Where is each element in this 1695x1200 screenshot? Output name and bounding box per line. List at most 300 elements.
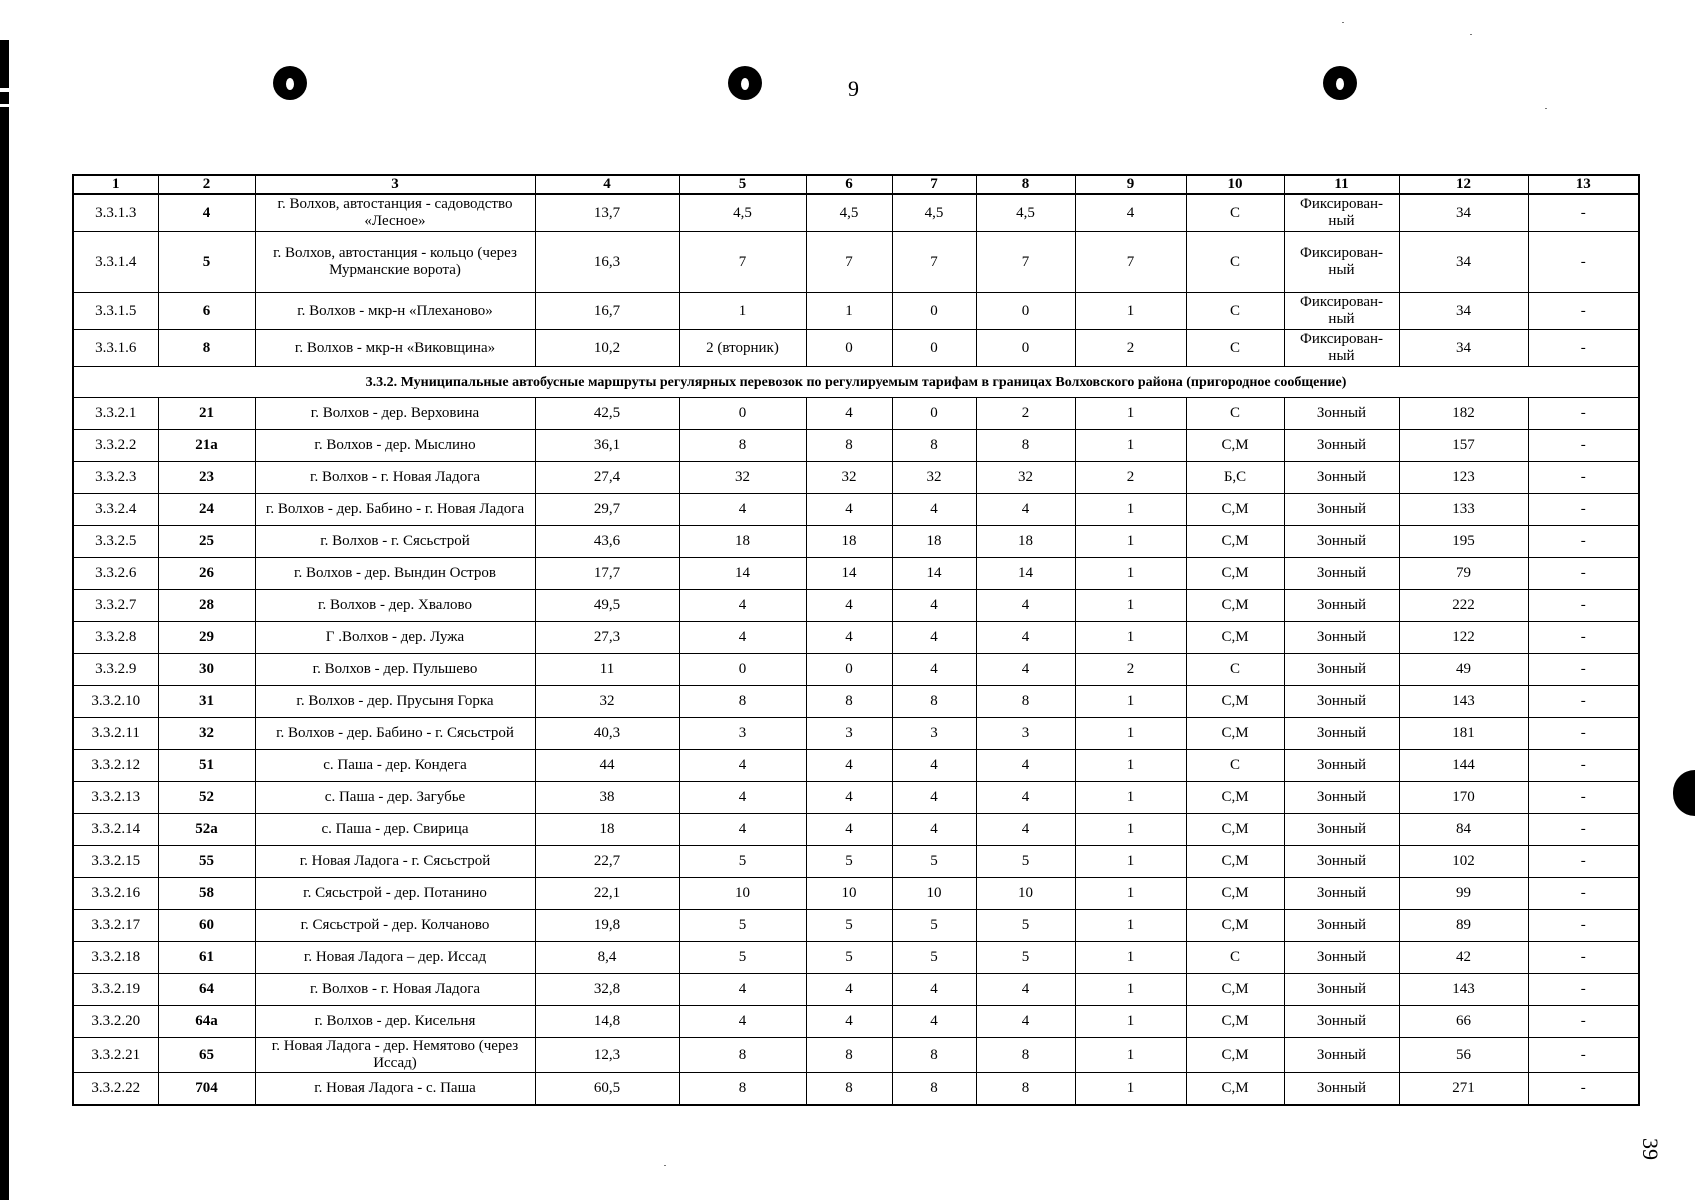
table-cell: 4 [892, 494, 976, 526]
table-cell: 10 [976, 878, 1075, 910]
table-cell: 4,5 [976, 194, 1075, 232]
table-cell: 44 [535, 750, 679, 782]
table-cell: г. Волхов, автостанция - садоводство «Лесное» [255, 194, 535, 232]
header-row [73, 175, 1639, 194]
table-cell: Зонный [1284, 622, 1399, 654]
table-cell: 0 [892, 330, 976, 367]
table-cell: 30 [158, 654, 255, 686]
table-cell: Зонный [1284, 686, 1399, 718]
table-cell: 8,4 [535, 942, 679, 974]
table-row [73, 910, 1639, 942]
table-cell: г. Новая Ладога - г. Сясьстрой [255, 846, 535, 878]
table-cell: 4 [679, 974, 806, 1006]
column-number-header: 12 [1399, 175, 1528, 194]
table-cell: 27,3 [535, 622, 679, 654]
table-cell: - [1528, 526, 1639, 558]
table-cell: 1 [1075, 526, 1186, 558]
table-row [73, 782, 1639, 814]
table-cell: 8 [892, 1073, 976, 1106]
table-cell: Зонный [1284, 846, 1399, 878]
table-row [73, 293, 1639, 330]
column-number-header: 8 [976, 175, 1075, 194]
table-cell: С,М [1186, 846, 1284, 878]
table-cell: Б,С [1186, 462, 1284, 494]
table-cell: 6 [158, 293, 255, 330]
table-cell: 3.3.2.1 [73, 398, 158, 430]
table-cell: С,М [1186, 718, 1284, 750]
table-cell: 23 [158, 462, 255, 494]
table-cell: 32 [535, 686, 679, 718]
table-cell: 144 [1399, 750, 1528, 782]
table-cell: 4 [806, 974, 892, 1006]
table-cell: 3 [892, 718, 976, 750]
table-cell: - [1528, 1038, 1639, 1073]
table-cell: 8 [976, 1073, 1075, 1106]
table-cell: 3.3.2.8 [73, 622, 158, 654]
table-cell: 3.3.1.4 [73, 232, 158, 293]
table-cell: 5 [679, 846, 806, 878]
table-cell: 4 [976, 814, 1075, 846]
table-cell: 32 [679, 462, 806, 494]
table-cell: 1 [1075, 782, 1186, 814]
table-cell: Зонный [1284, 1038, 1399, 1073]
table-cell: 3.3.2.4 [73, 494, 158, 526]
table-cell: 8 [806, 1073, 892, 1106]
table-row [73, 878, 1639, 910]
table-cell: - [1528, 686, 1639, 718]
column-number-header: 7 [892, 175, 976, 194]
table-cell: 29 [158, 622, 255, 654]
table-cell: 19,8 [535, 910, 679, 942]
table-cell: 7 [1075, 232, 1186, 293]
table-cell: Зонный [1284, 718, 1399, 750]
table-cell: 5 [892, 846, 976, 878]
table-cell: 49 [1399, 654, 1528, 686]
table-cell: 32 [806, 462, 892, 494]
table-cell: 4 [679, 494, 806, 526]
table-cell: 3.3.2.19 [73, 974, 158, 1006]
table-cell: 12,3 [535, 1038, 679, 1073]
table-cell: 10 [892, 878, 976, 910]
table-row [73, 194, 1639, 232]
table-cell: 21а [158, 430, 255, 462]
table-cell: 18 [892, 526, 976, 558]
table-cell: 31 [158, 686, 255, 718]
table-cell: 8 [679, 1073, 806, 1106]
table-cell: г. Волхов - дер. Вындин Остров [255, 558, 535, 590]
table-cell: 157 [1399, 430, 1528, 462]
table-cell: 4 [806, 398, 892, 430]
table-cell: г. Волхов - дер. Хвалово [255, 590, 535, 622]
table-cell: 29,7 [535, 494, 679, 526]
table-cell: Зонный [1284, 1006, 1399, 1038]
table-cell: 0 [892, 293, 976, 330]
table-cell: С [1186, 330, 1284, 367]
table-cell: 66 [1399, 1006, 1528, 1038]
table-cell: 4 [158, 194, 255, 232]
table-cell: 3.3.2.5 [73, 526, 158, 558]
table-cell: 1 [1075, 590, 1186, 622]
table-row [73, 398, 1639, 430]
table-cell: 102 [1399, 846, 1528, 878]
table-cell: Зонный [1284, 654, 1399, 686]
table-cell: - [1528, 718, 1639, 750]
table-cell: 8 [976, 1038, 1075, 1073]
table-cell: 5 [158, 232, 255, 293]
table-cell: 4,5 [806, 194, 892, 232]
table-cell: 21 [158, 398, 255, 430]
table-cell: г. Волхов - г. Новая Ладога [255, 974, 535, 1006]
table-cell: - [1528, 494, 1639, 526]
table-cell: 4 [806, 590, 892, 622]
column-number-header: 10 [1186, 175, 1284, 194]
table-cell: 7 [679, 232, 806, 293]
column-number-header: 6 [806, 175, 892, 194]
table-cell: 36,1 [535, 430, 679, 462]
table-cell: Фиксирован-ный [1284, 330, 1399, 367]
table-cell: 32 [892, 462, 976, 494]
table-cell: г. Волхов - г. Сясьстрой [255, 526, 535, 558]
table-cell: 10 [679, 878, 806, 910]
table-cell: 5 [679, 942, 806, 974]
table-cell: 7 [976, 232, 1075, 293]
table-cell: 7 [806, 232, 892, 293]
table-cell: 8 [976, 430, 1075, 462]
table-cell: 84 [1399, 814, 1528, 846]
table-cell: 5 [806, 846, 892, 878]
table-cell: 1 [1075, 974, 1186, 1006]
table-cell: 123 [1399, 462, 1528, 494]
table-row [73, 430, 1639, 462]
table-cell: - [1528, 430, 1639, 462]
table-cell: 60,5 [535, 1073, 679, 1106]
table-cell: 27,4 [535, 462, 679, 494]
table-cell: 4 [976, 750, 1075, 782]
table-cell: С [1186, 750, 1284, 782]
table-cell: 14,8 [535, 1006, 679, 1038]
table-cell: 0 [806, 330, 892, 367]
table-cell: 32 [158, 718, 255, 750]
table-cell: 52 [158, 782, 255, 814]
table-cell: - [1528, 654, 1639, 686]
table-cell: 60 [158, 910, 255, 942]
table-cell: С [1186, 194, 1284, 232]
table-cell: Зонный [1284, 782, 1399, 814]
table-cell: 3.3.2.17 [73, 910, 158, 942]
table-cell: 58 [158, 878, 255, 910]
table-row [73, 1006, 1639, 1038]
table-cell: 38 [535, 782, 679, 814]
table-cell: 1 [1075, 750, 1186, 782]
punch-hole-right [1323, 66, 1357, 100]
table-cell: Зонный [1284, 462, 1399, 494]
table-cell: 5 [976, 942, 1075, 974]
table-cell: 1 [1075, 1038, 1186, 1073]
table-cell: 143 [1399, 686, 1528, 718]
table-cell: С,М [1186, 1006, 1284, 1038]
table-cell: Зонный [1284, 750, 1399, 782]
table-cell: 18 [976, 526, 1075, 558]
table-cell: г. Волхов - дер. Кисельня [255, 1006, 535, 1038]
table-cell: 4 [679, 750, 806, 782]
table-cell: 10,2 [535, 330, 679, 367]
table-cell: 32 [976, 462, 1075, 494]
table-cell: г. Волхов - дер. Бабино - г. Новая Ладога [255, 494, 535, 526]
table-cell: 1 [1075, 1006, 1186, 1038]
table-cell: С,М [1186, 558, 1284, 590]
table-row [73, 846, 1639, 878]
table-cell: 3 [976, 718, 1075, 750]
table-cell: 16,3 [535, 232, 679, 293]
table-cell: Зонный [1284, 814, 1399, 846]
table-cell: 3.3.2.15 [73, 846, 158, 878]
table-cell: С [1186, 232, 1284, 293]
table-cell: 0 [976, 330, 1075, 367]
table-cell: 8 [892, 686, 976, 718]
table-cell: - [1528, 942, 1639, 974]
table-cell: - [1528, 194, 1639, 232]
table-cell: 704 [158, 1073, 255, 1106]
table-cell: - [1528, 974, 1639, 1006]
table-cell: 34 [1399, 293, 1528, 330]
column-number-header: 9 [1075, 175, 1186, 194]
table-cell: С [1186, 942, 1284, 974]
table-cell: 195 [1399, 526, 1528, 558]
table-cell: Зонный [1284, 1073, 1399, 1106]
table-cell: 0 [976, 293, 1075, 330]
table-cell: 25 [158, 526, 255, 558]
punch-hole-center [728, 66, 762, 100]
table-cell: 3.3.1.6 [73, 330, 158, 367]
table-cell: 79 [1399, 558, 1528, 590]
table-cell: 24 [158, 494, 255, 526]
table-cell: 1 [1075, 910, 1186, 942]
table-cell: г. Волхов - г. Новая Ладога [255, 462, 535, 494]
table-cell: 4 [976, 622, 1075, 654]
table-cell: С,М [1186, 782, 1284, 814]
table-cell: г. Волхов - мкр-н «Плеханово» [255, 293, 535, 330]
table-cell: С,М [1186, 814, 1284, 846]
table-cell: 4 [892, 1006, 976, 1038]
table-cell: 4 [892, 654, 976, 686]
table-cell: 11 [535, 654, 679, 686]
table-cell: - [1528, 878, 1639, 910]
table-cell: 4,5 [679, 194, 806, 232]
table-cell: 55 [158, 846, 255, 878]
table-cell: г. Новая Ладога - дер. Немятово (через Иссад) [255, 1038, 535, 1073]
table-cell: 4,5 [892, 194, 976, 232]
table-cell: г. Волхов - дер. Бабино - г. Сясьстрой [255, 718, 535, 750]
table-cell: 16,7 [535, 293, 679, 330]
table-cell: Зонный [1284, 878, 1399, 910]
table-cell: 99 [1399, 878, 1528, 910]
table-cell: 4 [679, 1006, 806, 1038]
table-row [73, 462, 1639, 494]
table-cell: 14 [679, 558, 806, 590]
table-cell: Зонный [1284, 494, 1399, 526]
table-cell: 4 [892, 750, 976, 782]
table-cell: - [1528, 330, 1639, 367]
table-row [73, 974, 1639, 1006]
table-cell: С [1186, 654, 1284, 686]
table-cell: С,М [1186, 590, 1284, 622]
table-cell: 13,7 [535, 194, 679, 232]
table-cell: 181 [1399, 718, 1528, 750]
table-row [73, 330, 1639, 367]
table-cell: Зонный [1284, 974, 1399, 1006]
table-cell: С,М [1186, 526, 1284, 558]
table-cell: 122 [1399, 622, 1528, 654]
table-cell: 143 [1399, 974, 1528, 1006]
table-cell: 1 [1075, 814, 1186, 846]
table-cell: 1 [1075, 718, 1186, 750]
table-cell: 42,5 [535, 398, 679, 430]
table-cell: - [1528, 558, 1639, 590]
table-cell: 26 [158, 558, 255, 590]
table-cell: 5 [806, 942, 892, 974]
table-cell: 1 [1075, 430, 1186, 462]
table-cell: 4 [806, 750, 892, 782]
table-cell: 4 [1075, 194, 1186, 232]
table-cell: 133 [1399, 494, 1528, 526]
table-cell: 89 [1399, 910, 1528, 942]
table-cell: 4 [892, 590, 976, 622]
table-cell: 3.3.2.6 [73, 558, 158, 590]
routes-table [72, 174, 1640, 1106]
table-cell: 4 [976, 974, 1075, 1006]
table-cell: 0 [892, 398, 976, 430]
column-number-header: 4 [535, 175, 679, 194]
table-cell: 4 [806, 622, 892, 654]
table-cell: 5 [976, 910, 1075, 942]
table-cell: 18 [535, 814, 679, 846]
column-number-header: 11 [1284, 175, 1399, 194]
table-cell: С [1186, 398, 1284, 430]
table-cell: 5 [806, 910, 892, 942]
table-cell: 1 [1075, 878, 1186, 910]
table-cell: г. Новая Ладога – дер. Иссад [255, 942, 535, 974]
table-cell: - [1528, 814, 1639, 846]
table-cell: 22,1 [535, 878, 679, 910]
table-cell: с. Паша - дер. Свирица [255, 814, 535, 846]
table-cell: 3.3.2.12 [73, 750, 158, 782]
table-cell: - [1528, 590, 1639, 622]
table-cell: 3.3.1.3 [73, 194, 158, 232]
table-cell: С,М [1186, 1038, 1284, 1073]
table-cell: Зонный [1284, 398, 1399, 430]
table-cell: 3.3.1.5 [73, 293, 158, 330]
table-cell: 18 [806, 526, 892, 558]
table-cell: С,М [1186, 974, 1284, 1006]
table-cell: 4 [976, 654, 1075, 686]
table-cell: 3.3.2.7 [73, 590, 158, 622]
table-cell: 3.3.2.22 [73, 1073, 158, 1106]
table-cell: - [1528, 398, 1639, 430]
table-cell: 1 [1075, 494, 1186, 526]
table-cell: 3.3.2.10 [73, 686, 158, 718]
table-cell: С,М [1186, 622, 1284, 654]
table-cell: 4 [976, 1006, 1075, 1038]
table-row [73, 942, 1639, 974]
table-cell: Зонный [1284, 558, 1399, 590]
table-cell: 4 [806, 1006, 892, 1038]
table-cell: 4 [976, 494, 1075, 526]
table-cell: 64а [158, 1006, 255, 1038]
table-cell: С,М [1186, 686, 1284, 718]
column-number-header: 1 [73, 175, 158, 194]
table-row [73, 1073, 1639, 1106]
table-cell: 5 [892, 910, 976, 942]
table-cell: 222 [1399, 590, 1528, 622]
table-cell: 3.3.2.11 [73, 718, 158, 750]
table-cell: 170 [1399, 782, 1528, 814]
table-cell: 1 [1075, 398, 1186, 430]
table-cell: 42 [1399, 942, 1528, 974]
table-cell: 4 [679, 782, 806, 814]
table-cell: 51 [158, 750, 255, 782]
table-row [73, 494, 1639, 526]
table-cell: 17,7 [535, 558, 679, 590]
column-number-header: 5 [679, 175, 806, 194]
table-cell: 34 [1399, 232, 1528, 293]
table-cell: 34 [1399, 194, 1528, 232]
table-cell: - [1528, 462, 1639, 494]
table-cell: - [1528, 846, 1639, 878]
table-cell: 2 [1075, 330, 1186, 367]
table-cell: 3.3.2.16 [73, 878, 158, 910]
table-cell: С,М [1186, 910, 1284, 942]
table-cell: 10 [806, 878, 892, 910]
table-row [73, 590, 1639, 622]
table-cell: 28 [158, 590, 255, 622]
table-cell: 49,5 [535, 590, 679, 622]
table-row [73, 1038, 1639, 1073]
table-cell: 3 [806, 718, 892, 750]
table-cell: 5 [976, 846, 1075, 878]
table-cell: 14 [806, 558, 892, 590]
table-cell: 3.3.2.9 [73, 654, 158, 686]
table-cell: Зонный [1284, 430, 1399, 462]
table-cell: 1 [679, 293, 806, 330]
scan-edge-right [1673, 770, 1695, 816]
table-cell: г. Волхов - дер. Мыслино [255, 430, 535, 462]
table-cell: 18 [679, 526, 806, 558]
table-cell: 1 [1075, 622, 1186, 654]
table-cell: с. Паша - дер. Кондега [255, 750, 535, 782]
scan-speck [1342, 22, 1344, 23]
table-row [73, 718, 1639, 750]
table-cell: - [1528, 232, 1639, 293]
table-cell: 8 [679, 1038, 806, 1073]
table-cell: 4 [892, 974, 976, 1006]
table-cell: - [1528, 293, 1639, 330]
table-cell: - [1528, 750, 1639, 782]
table-cell: 8 [679, 430, 806, 462]
table-cell: 34 [1399, 330, 1528, 367]
scan-speck [1545, 108, 1547, 109]
page-number: 9 [848, 76, 859, 101]
table-cell: 22,7 [535, 846, 679, 878]
scan-speck [664, 1165, 666, 1166]
table-cell: г. Волхов - дер. Пульшево [255, 654, 535, 686]
table-cell: С,М [1186, 1073, 1284, 1106]
table-cell: Зонный [1284, 526, 1399, 558]
table-cell: 5 [892, 942, 976, 974]
table-cell: Зонный [1284, 942, 1399, 974]
column-number-header: 13 [1528, 175, 1639, 194]
table-cell: 4 [976, 590, 1075, 622]
scan-speck [1470, 34, 1472, 35]
